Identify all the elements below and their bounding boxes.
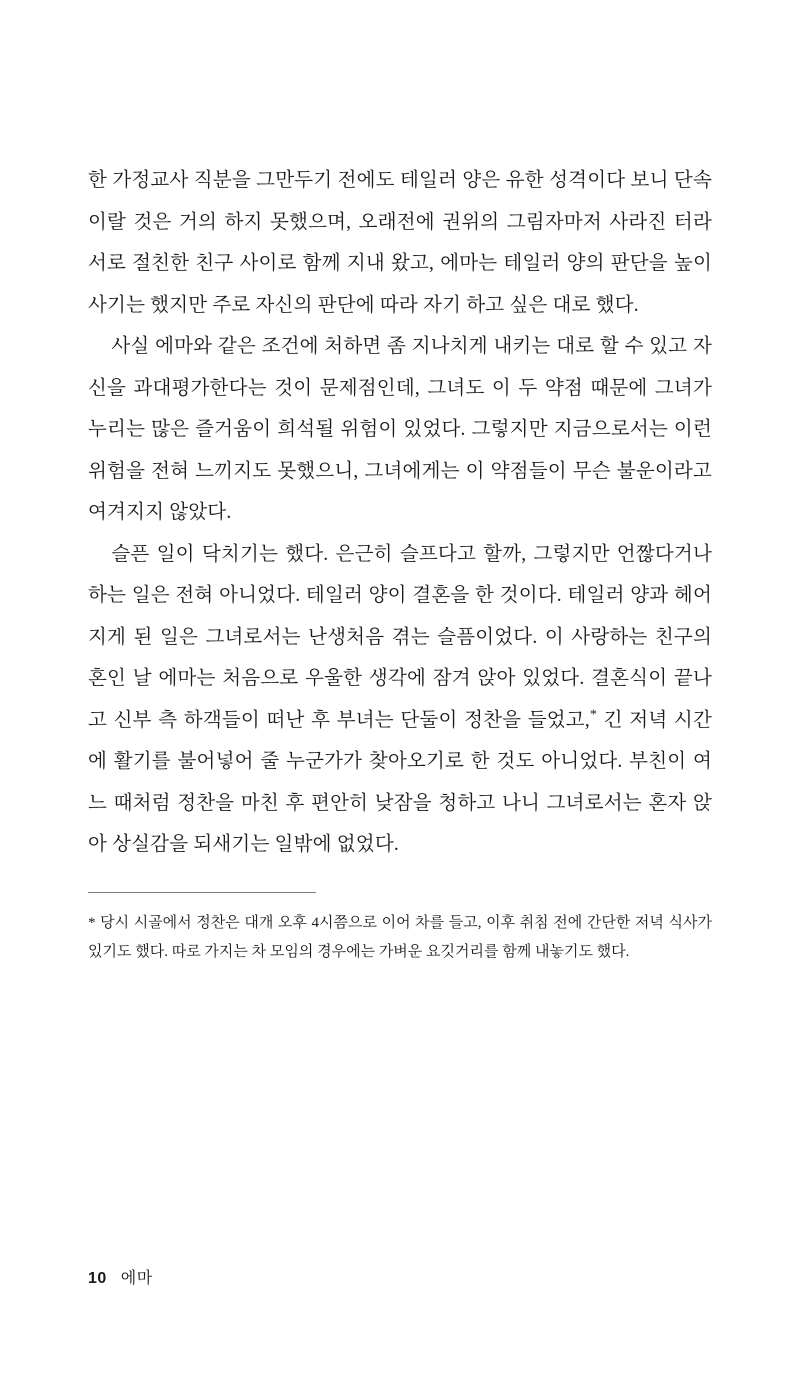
- footnote-text: [88, 909, 712, 967]
- footnote-block: [88, 909, 712, 967]
- paragraph-1: 한 가정교사 직분을 그만두기 전에도 테일러 양은 유한 성격이다 보니 단속이랄 것은 거의 하지 못했으며, 오래전에 권위의 그림자마저 사라진 터라 서로 절친한 친구 사이로 함께 지내 왔고, 에마는 테일러 양의 판단을 높이 사기는 했지만 주로 자신의 판단에 따라 자기 하고 싶은 대로 했다.: [88, 170, 712, 316]
- page-body: [88, 160, 712, 866]
- paragraph-3: [88, 534, 712, 866]
- running-title: 에마: [120, 1270, 153, 1287]
- footnote-reference-marker: *: [589, 706, 598, 722]
- page-folio: [88, 1265, 153, 1288]
- paragraph-3-text-after-footnote: 긴 저녁 시간에 활기를 불어넣어 줄 누군가가 찾아오기로 한 것도 아니었다. 부친이 여느 때처럼 정찬을 마친 후 편안히 낮잠을 청하고 나니 그녀로서는 혼자 앉아 상실감을 되새기는 일밖에 없었다.: [88, 709, 712, 855]
- footnote-marker: *: [88, 914, 96, 931]
- footnote-divider: [88, 892, 316, 893]
- footnote-body: 당시 시골에서 정찬은 대개 오후 4시쯤으로 이어 차를 들고, 이후 취침 전에 간단한 저녁 식사가 있기도 했다. 따로 가지는 차 모임의 경우에는 가벼운 요깃거리를 함께 내놓기도 했다.: [88, 914, 712, 960]
- folio-number: 10: [88, 1270, 107, 1287]
- paragraph-3-text-before-footnote: 슬픈 일이 닥치기는 했다. 은근히 슬프다고 할까, 그렇지만 언짢다거나 하는 일은 전혀 아니었다. 테일러 양이 결혼을 한 것이다. 테일러 양과 헤어지게 된 일은 그녀로서는 난생처음 겪는 슬픔이었다. 이 사랑하는 친구의 혼인 날 에마는 처음으로 우울한 생각에 잠겨 앉아 있었다. 결혼식이 끝나고 신부 측 하객들이 떠난 후 부녀는 단둘이 정찬을 들었고,: [88, 543, 712, 731]
- paragraph-2: 사실 에마와 같은 조건에 처하면 좀 지나치게 내키는 대로 할 수 있고 자신을 과대평가한다는 것이 문제점인데, 그녀도 이 두 약점 때문에 그녀가 누리는 많은 즐거움이 희석될 위험이 있었다. 그렇지만 지금으로서는 이런 위험을 전혀 느끼지도 못했으니, 그녀에게는 이 약점들이 무슨 불운이라고 여겨지지 않았다.: [88, 336, 712, 523]
